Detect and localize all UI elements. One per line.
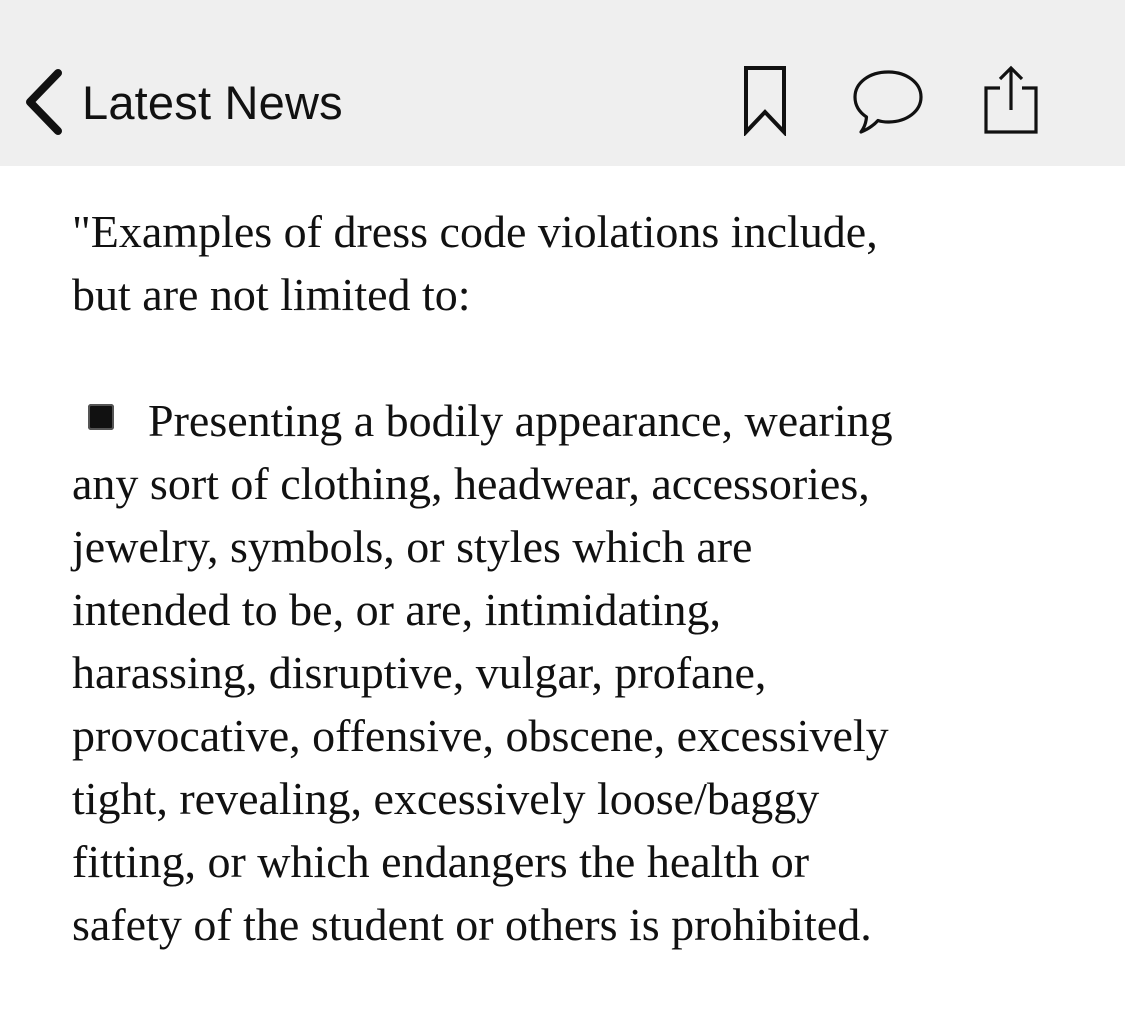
article-text-line: provocative, offensive, obscene, excessively [72,710,889,761]
black-square-bullet-icon [88,404,114,430]
bullet-text: Presenting a bodily appearance, wearing [148,395,893,446]
article-text-line: jewelry, symbols, or styles which are [72,521,753,572]
paragraph-spacer [72,326,1072,389]
article-text-line: but are not limited to: [72,269,471,320]
article-text-line: fitting, or which endangers the health or [72,836,810,887]
article-text-line: harassing, disruptive, vulgar, profane, [72,647,767,698]
navigation-bar [0,0,1125,166]
bullet-item-first-line [72,389,1072,452]
article-text-line: tight, revealing, excessively loose/baggy [72,773,820,824]
article-text-line: intended to be, or are, intimidating, [72,584,721,635]
bookmark-icon[interactable] [742,64,788,136]
share-icon[interactable] [980,64,1042,136]
article-body [72,200,1072,956]
article-text-line: safety of the student or others is prohibited. [72,899,872,950]
back-button-label: Latest News [82,75,343,129]
chevron-left-icon [20,67,64,137]
article-text-line: "Examples of dress code violations include, [72,206,878,257]
comment-icon[interactable] [851,68,925,136]
back-button[interactable] [20,62,343,142]
article-text-line: any sort of clothing, headwear, accessories, [72,458,870,509]
